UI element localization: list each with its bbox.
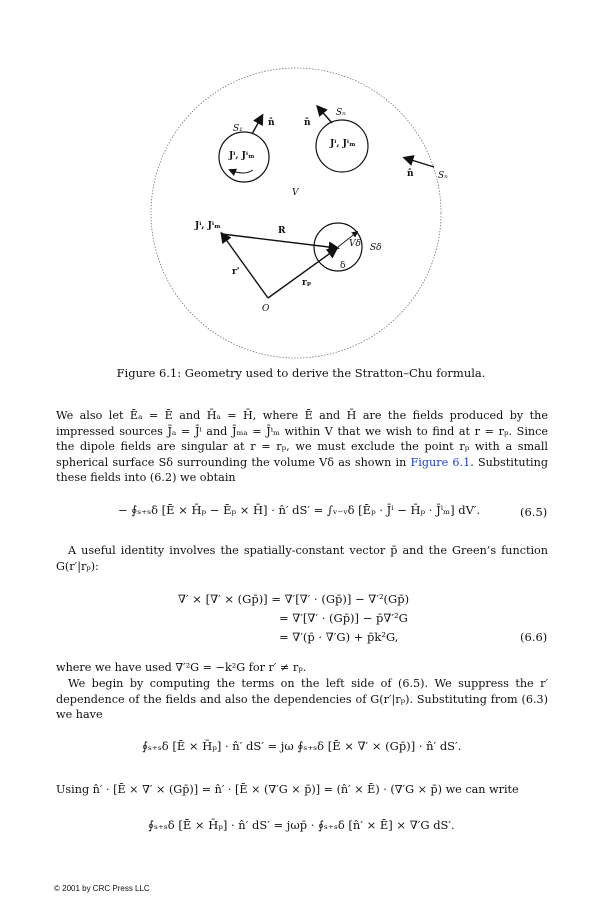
paragraph-5: Using n̂′ · [Ē × ∇′ × (Gp̄)] = n̂′ · [Ē × (∇′G × p̄)] = (n̂′ × Ē) · (∇′G × p̄) we can write [56, 783, 519, 796]
label-delta: δ [340, 261, 346, 271]
vector-r-prime [222, 234, 268, 298]
equation-number-6-5: (6.5) [520, 505, 548, 519]
label-v-delta: Vδ [349, 239, 361, 249]
label-s1: S₁ [233, 124, 243, 134]
vector-R [222, 234, 337, 248]
label-j-2: Jⁱ, Jⁱₘ [330, 139, 356, 149]
label-sN: Sₙ [438, 171, 448, 181]
label-s-delta: Sδ [370, 243, 382, 253]
paragraph-1 [56, 408, 548, 486]
normal-arrow-s1 [252, 116, 262, 134]
figure-link[interactable]: Figure 6.1 [410, 455, 471, 469]
label-n-hat-2: n̂ [304, 118, 311, 128]
label-j-src: Jⁱ, Jⁱₘ [195, 221, 221, 231]
p1-post: . Substituting these fields into (6.2) we obtain [56, 455, 548, 485]
label-n-hat-1: n̂ [268, 118, 275, 128]
equation-6-6-line-1: ∇′ × [∇′ × (Gp̄)] = ∇′[∇′ · (Gp̄)] − ∇′²(Gp̄) [178, 592, 410, 606]
s1-rotation-arrow [230, 170, 253, 173]
figure-caption: Figure 6.1: Geometry used to derive the Stratton–Chu formula. [116, 366, 486, 380]
equation-surface-2: ∮ₛ₊ₛδ [Ē × H̄ₚ] · n̂′ dS′ = jωp̄ · ∮ₛ₊ₛδ [n̂′ × Ē] × ∇′G dS′. [148, 818, 455, 832]
equation-surface-1: ∮ₛ₊ₛδ [Ē × H̄ₚ] · n̂′ dS′ = jω ∮ₛ₊ₛδ [Ē × ∇′ × (Gp̄)] · n̂′ dS′. [142, 739, 462, 753]
equation-6-6-line-3: = ∇′(p̄ · ∇′G) + p̄k²G, [279, 630, 399, 644]
label-R: R [278, 226, 286, 236]
label-j-1: Jⁱ, Jⁱₘ [229, 151, 255, 161]
label-origin: O [262, 304, 270, 314]
paragraph-4: We begin by computing the terms on the left side of (6.5). We suppress the r′ dependence of the fields and also the dependencies of G(r′|rₚ). Substituting from (6.3) we have [56, 677, 548, 722]
label-V: V [292, 188, 299, 198]
label-rp: rₚ [302, 278, 312, 288]
stratton-chu-figure [0, 0, 602, 360]
normal-arrow-sn [318, 107, 332, 123]
normal-arrow-outer [405, 158, 434, 167]
equation-6-5: − ∮ₛ₊ₛδ [Ē × H̄ₚ − Ēₚ × H̄] · n̂′ dS′ = ∫ᵥ₋ᵥδ [Ēₚ · J̄ⁱ − H̄ₚ · J̄ⁱₘ] dV′. [118, 503, 481, 517]
outer-surface [151, 68, 441, 358]
p1-pre: We also let Ēₐ = Ē and H̄ₐ = H̄, where Ē and H̄ are the fields produced by the impressed sources J̄ₐ = J̄ⁱ and J̄ₘₐ = J̄ⁱₘ within V that we wish to find at r = rₚ. Since the dipole fields are singular at r = rₚ, we must exclude the point rₚ with a small spherical surface Sδ surrounding the volume Vδ as shown in [56, 409, 548, 469]
label-r-prime: r' [232, 267, 240, 277]
paragraph-2: A useful identity involves the spatially-constant vector p̄ and the Green’s function G(r′|rₚ): [56, 544, 548, 573]
vector-rp [268, 249, 336, 298]
paragraph-3: where we have used ∇′²G = −k²G for r′ ≠ rₚ. [56, 661, 307, 674]
label-sn: Sₙ [336, 108, 346, 118]
copyright-footer: © 2001 by CRC Press LLC [54, 884, 150, 893]
label-n-hat-3: n̂ [407, 169, 414, 179]
equation-6-6-line-2: = ∇′[∇′ · (Gp̄)] − p̄∇′²G [279, 611, 408, 625]
equation-number-6-6: (6.6) [520, 630, 548, 644]
